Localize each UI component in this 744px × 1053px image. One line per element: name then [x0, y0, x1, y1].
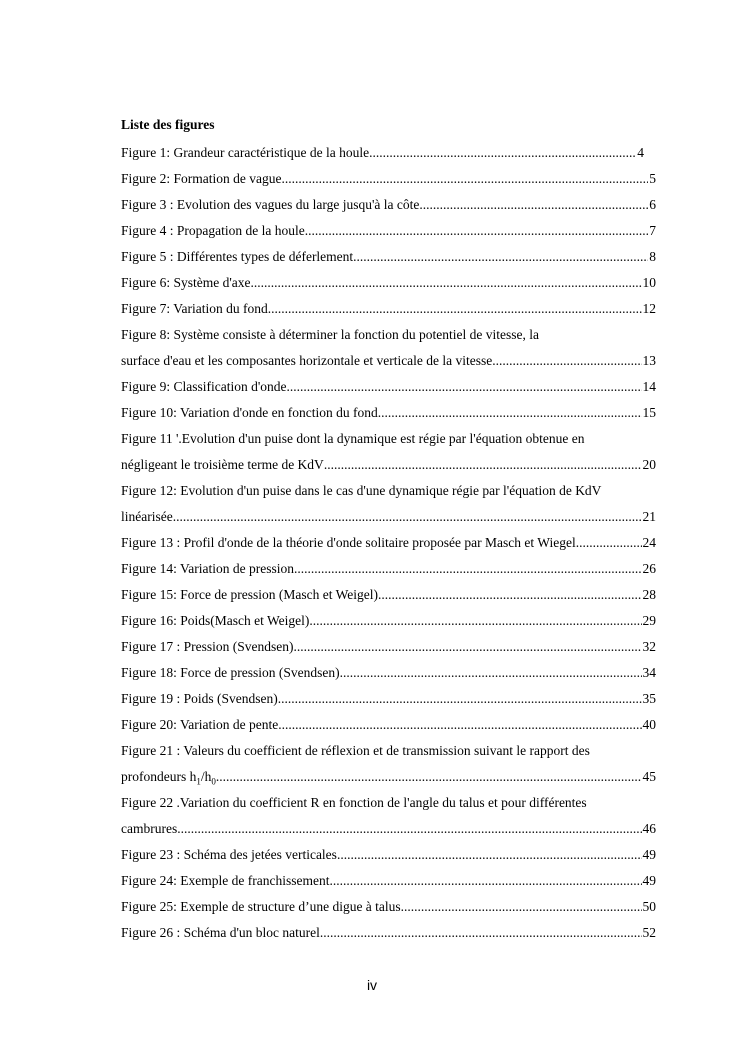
- toc-entry[interactable]: [121, 920, 656, 946]
- toc-entry-page: 15: [642, 405, 656, 420]
- toc-entry[interactable]: [121, 140, 644, 166]
- toc-entry-text: Figure 7: Variation du fond: [121, 301, 268, 316]
- toc-entry[interactable]: [121, 556, 656, 582]
- dot-leader: [294, 556, 642, 582]
- dot-leader: [324, 452, 642, 478]
- toc-entry[interactable]: [121, 504, 656, 530]
- toc-entry-text-mid: /h: [200, 769, 212, 784]
- toc-entry-page: 21: [642, 509, 656, 524]
- toc-entry[interactable]: [121, 608, 656, 634]
- dot-leader: [320, 920, 642, 946]
- toc-entry-text: Figure 20: Variation de pente: [121, 717, 279, 732]
- dot-leader: [216, 764, 642, 790]
- toc-entry[interactable]: [121, 270, 656, 296]
- toc-entry[interactable]: [121, 764, 656, 790]
- toc-entry-page: 35: [642, 691, 656, 706]
- toc-entry-page: 20: [642, 457, 656, 472]
- toc-entry-text: Figure 6: Système d'axe: [121, 275, 251, 290]
- toc-entry-text: négligeant le troisième terme de KdV: [121, 457, 324, 472]
- toc-entry-text: Figure 18: Force de pression (Svendsen): [121, 665, 340, 680]
- toc-entry-text: surface d'eau et les composantes horizontale et verticale de la vitesse: [121, 353, 493, 368]
- toc-entry-text: Figure 4 : Propagation de la houle: [121, 223, 305, 238]
- toc-entry-text: Figure 14: Variation de pression: [121, 561, 294, 576]
- toc-entry-text: [121, 764, 216, 790]
- dot-leader: [251, 270, 642, 296]
- dot-leader: [378, 582, 642, 608]
- toc-entry-text: Figure 1: Grandeur caractéristique de la houle: [121, 145, 370, 160]
- page-title: Liste des figures: [121, 117, 215, 132]
- dot-leader: [329, 868, 641, 894]
- subscript: 0: [211, 776, 216, 787]
- toc-entry-page: 8: [649, 249, 656, 264]
- toc-entry-page: 12: [642, 301, 656, 316]
- toc-entry-text: Figure 5 : Différentes types de déferlement: [121, 249, 354, 264]
- dot-leader: [419, 192, 648, 218]
- toc-entry-page: 46: [642, 821, 656, 836]
- toc-entry[interactable]: [121, 166, 656, 192]
- toc-entry-page: 34: [642, 665, 656, 680]
- dot-leader: [309, 608, 641, 634]
- toc-entry-text: Figure 25: Exemple de structure d’une digue à talus: [121, 899, 401, 914]
- toc-entry-page: 4: [637, 145, 644, 160]
- toc-entry-text: Figure 26 : Schéma d'un bloc naturel: [121, 925, 320, 940]
- dot-leader: [576, 530, 642, 556]
- toc-entry-text: Figure 19 : Poids (Svendsen): [121, 691, 278, 706]
- toc-entry[interactable]: [121, 634, 656, 660]
- page-number: iv: [366, 977, 378, 993]
- toc-entry-page: 40: [642, 717, 656, 732]
- toc-entry-page: 28: [642, 587, 656, 602]
- dot-leader: [337, 842, 642, 868]
- toc-entry[interactable]: [121, 192, 656, 218]
- dot-leader: [353, 244, 648, 270]
- dot-leader: [278, 712, 641, 738]
- subscript: 1: [196, 776, 201, 787]
- toc-entry[interactable]: [121, 348, 656, 374]
- toc-entry[interactable]: [121, 374, 656, 400]
- list-of-figures: [121, 140, 656, 946]
- toc-entry[interactable]: [121, 842, 656, 868]
- toc-entry-text: Figure 10: Variation d'onde en fonction du fond: [121, 405, 378, 420]
- toc-entry[interactable]: [121, 530, 656, 556]
- toc-entry-text: Figure 3 : Evolution des vagues du large jusqu'à la côte: [121, 197, 420, 212]
- dot-leader: [287, 374, 642, 400]
- dot-leader: [294, 634, 642, 660]
- toc-entry-page: 32: [642, 639, 656, 654]
- toc-entry-first-line[interactable]: Figure 11 '.Evolution d'un puise dont la dynamique est régie par l'équation obtenue en: [121, 431, 585, 446]
- toc-entry[interactable]: [121, 244, 656, 270]
- dot-leader: [177, 816, 641, 842]
- toc-entry-first-line[interactable]: Figure 8: Système consiste à déterminer la fonction du potentiel de vitesse, la: [121, 327, 540, 342]
- toc-entry[interactable]: [121, 868, 656, 894]
- toc-entry[interactable]: [121, 712, 656, 738]
- toc-entry-first-line[interactable]: Figure 22 .Variation du coefficient R en fonction de l'angle du talus et pour différentes: [121, 795, 587, 810]
- toc-entry-page: 13: [642, 353, 656, 368]
- toc-entry-page: 6: [649, 197, 656, 212]
- dot-leader: [268, 296, 642, 322]
- toc-entry-page: 14: [642, 379, 656, 394]
- dot-leader: [340, 660, 642, 686]
- toc-entry-text-prefix: profondeurs h: [121, 769, 197, 784]
- toc-entry-page: 49: [642, 873, 656, 888]
- dot-leader: [278, 686, 642, 712]
- toc-entry[interactable]: [121, 660, 656, 686]
- toc-entry-page: 5: [649, 171, 656, 186]
- toc-entry-first-line[interactable]: Figure 12: Evolution d'un puise dans le cas d'une dynamique régie par l'équation de KdV: [121, 483, 602, 498]
- toc-entry-page: 45: [642, 769, 656, 784]
- toc-entry[interactable]: [121, 296, 656, 322]
- toc-entry-page: 26: [642, 561, 656, 576]
- toc-entry-text: Figure 9: Classification d'onde: [121, 379, 287, 394]
- dot-leader: [369, 140, 636, 166]
- toc-entry-text: linéarisée: [121, 509, 173, 524]
- dot-leader: [378, 400, 642, 426]
- toc-entry-page: 10: [642, 275, 656, 290]
- toc-entry[interactable]: [121, 894, 656, 920]
- toc-entry-page: 50: [642, 899, 656, 914]
- toc-entry[interactable]: [121, 582, 656, 608]
- toc-entry[interactable]: [121, 218, 656, 244]
- toc-entry-page: 7: [649, 223, 656, 238]
- toc-entry[interactable]: [121, 816, 656, 842]
- toc-entry-text: cambrures: [121, 821, 178, 836]
- toc-entry-text: Figure 24: Exemple de franchissement: [121, 873, 330, 888]
- dot-leader: [305, 218, 649, 244]
- dot-leader: [401, 894, 642, 920]
- toc-entry[interactable]: [121, 452, 656, 478]
- toc-entry-page: 52: [642, 925, 656, 940]
- toc-entry-page: 24: [642, 535, 656, 550]
- toc-entry[interactable]: [121, 400, 656, 426]
- dot-leader: [281, 166, 648, 192]
- toc-entry-text: Figure 23 : Schéma des jetées verticales: [121, 847, 337, 862]
- toc-entry-first-line[interactable]: Figure 21 : Valeurs du coefficient de réflexion et de transmission suivant le rapport des: [121, 743, 590, 758]
- toc-entry-page: 49: [642, 847, 656, 862]
- dot-leader: [173, 504, 642, 530]
- toc-entry[interactable]: [121, 686, 656, 712]
- toc-entry-text: Figure 16: Poids(Masch et Weigel): [121, 613, 310, 628]
- toc-entry-page: 29: [642, 613, 656, 628]
- toc-entry-text: Figure 13 : Profil d'onde de la théorie d'onde solitaire proposée par Masch et Wiegel: [121, 535, 576, 550]
- dot-leader: [492, 348, 641, 374]
- toc-entry-text: Figure 17 : Pression (Svendsen): [121, 639, 294, 654]
- toc-entry-text: Figure 15: Force de pression (Masch et Weigel): [121, 587, 378, 602]
- toc-entry-text: Figure 2: Formation de vague: [121, 171, 282, 186]
